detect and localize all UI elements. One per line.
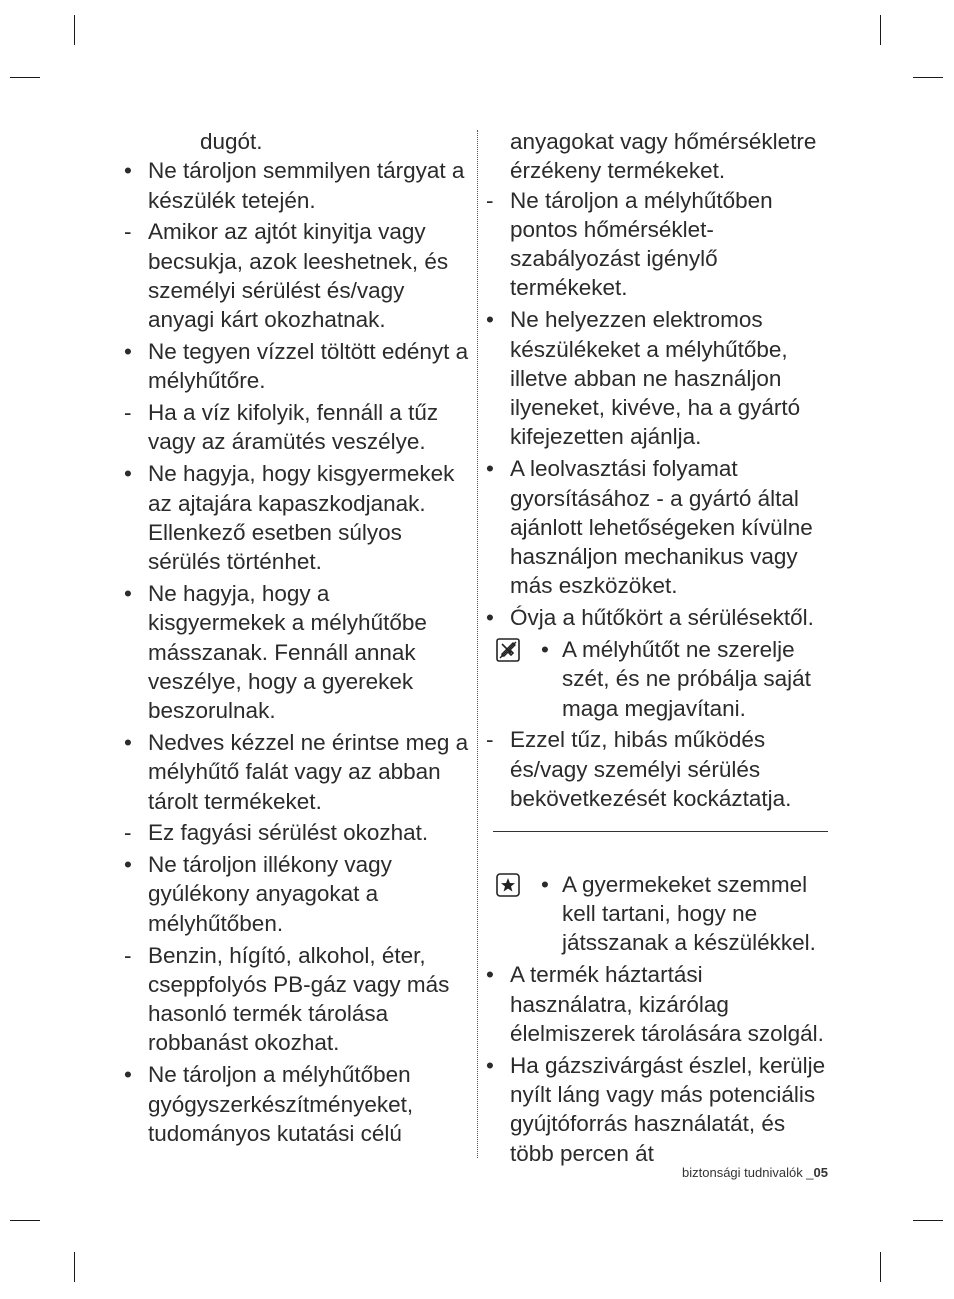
item-text: Ez fagyási sérülést okozhat. [148, 820, 429, 846]
item-text: Ne tároljon a mélyhűtőben pontos hőmérséklet-szabályozást igénylő termékeket. [510, 187, 773, 301]
list-item [124, 156, 470, 215]
bullet: • [124, 339, 132, 365]
note-item [486, 870, 831, 958]
list-item [124, 1060, 470, 1148]
list-item [124, 818, 470, 847]
crop-mark [74, 15, 75, 45]
crop-mark [10, 77, 40, 78]
crop-mark [880, 1252, 881, 1282]
item-text: Ezzel tűz, hibás működés és/vagy személyi sérülés bekövetkezését kockáztatja. [510, 727, 792, 812]
list-item [486, 305, 831, 451]
bullet: • [124, 580, 132, 606]
item-text: Óvja a hűtőkört a sérülésektől. [510, 605, 814, 631]
item-text: Ne tároljon illékony vagy gyúlékony anyagokat a mélyhűtőben. [148, 852, 392, 936]
bullet: • [541, 871, 549, 897]
item-text: anyagokat vagy hőmérsékletre érzékeny termékeket. [510, 129, 817, 184]
bullet: • [486, 456, 494, 482]
column-divider [477, 130, 478, 1158]
list-item [486, 454, 831, 600]
list-item [124, 217, 470, 334]
no-disassemble-warning [486, 635, 831, 723]
list-item [124, 728, 470, 816]
dash: - [124, 219, 132, 245]
item-text: A leolvasztási folyamat gyorsításához - a gyártó által ajánlott lehetőségeken kívülne használjon mechanikus vagy más eszközöket. [510, 456, 813, 599]
list-item [486, 1051, 831, 1168]
bullet: • [124, 158, 132, 184]
list-item [486, 725, 831, 813]
bullet: • [486, 307, 494, 333]
dash: - [486, 727, 494, 753]
item-text: A termék háztartási használatra, kizárólag élelmiszerek tárolására szolgál. [510, 962, 824, 1046]
footer-section: biztonsági tudnivalók _ [682, 1165, 814, 1180]
item-text: Ne tegyen vízzel töltött edényt a mélyhűtőre. [148, 339, 469, 394]
list-item [124, 459, 470, 576]
dash: - [124, 400, 132, 426]
star-note-icon [496, 873, 520, 897]
item-text: dugót. [200, 129, 263, 154]
list-item [124, 337, 470, 396]
list-item [486, 186, 831, 303]
list-item [124, 850, 470, 938]
bullet: • [486, 962, 494, 988]
bullet: • [124, 729, 132, 755]
bullet: • [486, 1052, 494, 1078]
list-item [486, 960, 831, 1048]
item-text: Ne tároljon semmilyen tárgyat a készülék tetején. [148, 158, 465, 213]
crop-mark [913, 1220, 943, 1221]
spacer [486, 816, 831, 870]
list-item [124, 127, 470, 156]
list-item [124, 941, 470, 1058]
right-column [486, 127, 831, 1170]
item-text: Ne hagyja, hogy kisgyermekek az ajtajára kapaszkodjanak. Ellenkező esetben súlyos sérülés történhet. [148, 461, 455, 575]
item-text: Ne helyezzen elektromos készülékeket a mélyhűtőbe, illetve abban ne használjon ilyeneket, kivéve, ha a gyártó kifejezetten ajánlja. [510, 307, 801, 450]
bullet: • [124, 461, 132, 487]
item-text: Ne tároljon a mélyhűtőben gyógyszerkészítményeket, tudományos kutatási célú [148, 1062, 414, 1146]
dash: - [124, 942, 132, 968]
no-disassemble-icon [496, 638, 520, 662]
warning-text: A mélyhűtőt ne szerelje szét, és ne próbálja saját maga megjavítani. [562, 637, 811, 721]
page-footer [682, 1165, 828, 1180]
item-text: Amikor az ajtót kinyitja vagy becsukja, azok leeshetnek, és személyi sérülést és/vagy anyagi kárt okozhatnak. [148, 219, 449, 333]
dash: - [486, 187, 494, 213]
bullet: • [486, 605, 494, 631]
crop-mark [10, 1220, 40, 1221]
page-number: 05 [813, 1165, 828, 1180]
crop-mark [913, 77, 943, 78]
list-item [124, 398, 470, 457]
item-text: Ne hagyja, hogy a kisgyermekek a mélyhűtőbe másszanak. Fennáll annak veszélye, hogy a gyerekek beszorulnak. [148, 580, 427, 724]
crop-mark [74, 1252, 75, 1282]
crop-mark [880, 15, 881, 45]
bullet: • [541, 637, 549, 663]
bullet: • [124, 1062, 132, 1088]
list-item [486, 127, 831, 186]
list-item [124, 579, 470, 725]
bullet: • [124, 852, 132, 878]
left-column [124, 127, 470, 1151]
list-item [486, 603, 831, 632]
note-text: A gyermekeket szemmel kell tartani, hogy ne játsszanak a készülékkel. [562, 871, 816, 956]
item-text: Ha a víz kifolyik, fennáll a tűz vagy az áramütés veszélye. [148, 400, 439, 455]
dash: - [124, 820, 132, 846]
item-text: Ha gázszivárgást észlel, kerülje nyílt láng vagy más potenciális gyújtóforrás használatát, és több percen át [510, 1052, 826, 1166]
item-text: Benzin, hígító, alkohol, éter, cseppfolyós PB-gáz vagy más hasonló termék tárolása robbanást okozhat. [148, 942, 450, 1056]
item-text: Nedves kézzel ne érintse meg a mélyhűtő falát vagy az abban tárolt termékeket. [148, 729, 469, 814]
